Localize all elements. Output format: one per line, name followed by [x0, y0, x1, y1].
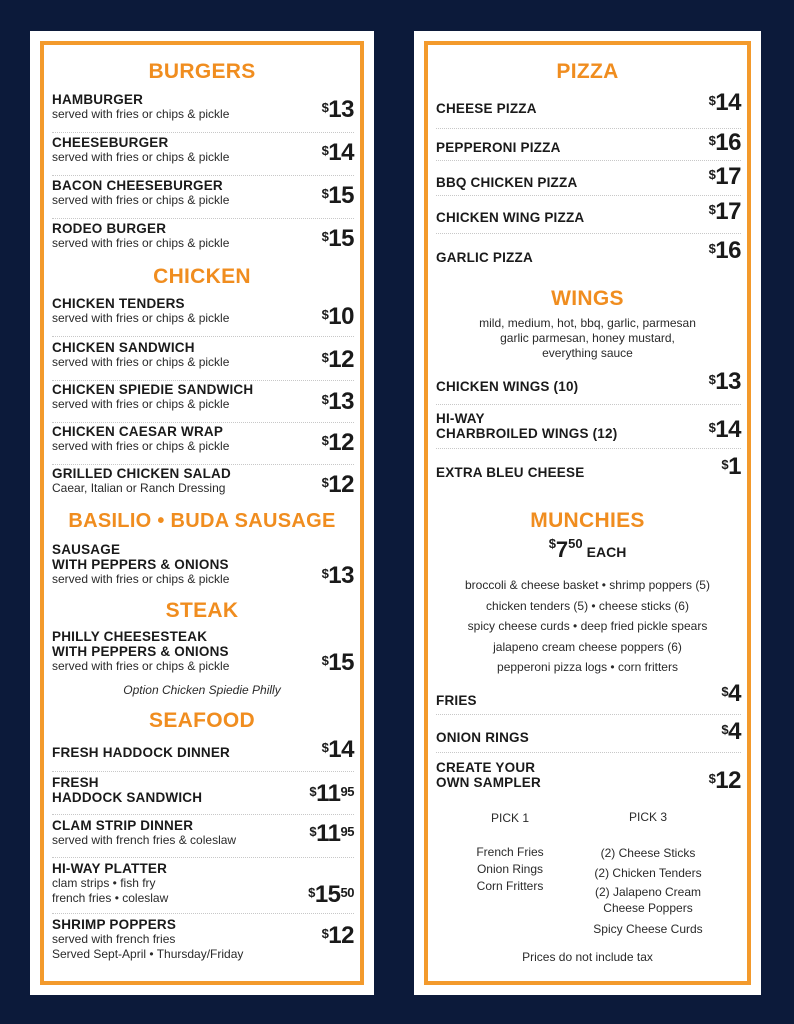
left-menu-panel: [30, 31, 374, 995]
menu-item-extra-bleu-cheese: EXTRA BLEU CHEESE $1: [436, 453, 741, 480]
section-title-burgers: BURGERS: [148, 60, 256, 83]
right-menu-panel: [414, 31, 761, 995]
price: $16: [708, 237, 741, 264]
tax-footer-note: Prices do not include tax: [522, 950, 653, 964]
menu-item-chicken-wing-pizza: CHICKEN WING PIZZA $17: [436, 200, 741, 234]
menu-item-bacon-cheeseburger: BACON CHEESEBURGER served with fries or chips & pickle $15: [52, 178, 354, 219]
menu-item-chicken-sandwich: CHICKEN SANDWICH served with fries or chips & pickle $12: [52, 340, 354, 381]
menu-item-clam-strip-dinner: CLAM STRIP DINNER served with french fries & coleslaw $^{\$}11^{95}$: [52, 818, 354, 858]
menu-item-rodeo-burger: RODEO BURGER served with fries or chips & pickle $15: [52, 221, 354, 252]
menu-item-pepperoni-pizza: PEPPERONI PIZZA $16: [436, 131, 741, 161]
price: $^{\$}15^{50}$: [308, 881, 354, 908]
price: $15: [321, 225, 354, 252]
price: $17: [708, 198, 741, 225]
price: $12: [708, 767, 741, 794]
menu-item-chicken-wings: CHICKEN WINGS (10) $13: [436, 367, 741, 405]
price: $4: [721, 680, 741, 707]
section-title-steak: STEAK: [165, 599, 239, 622]
menu-item-hi-way-charbroiled-wings: HI-WAY CHARBROILED WINGS (12) $14: [436, 411, 741, 449]
menu-item-create-your-own-sampler: CREATE YOUR OWN SAMPLER $12: [436, 760, 741, 794]
price: $12: [321, 346, 354, 373]
price: $13: [708, 368, 741, 395]
menu-item-philly-cheesesteak: PHILLY CHEESESTEAK WITH PEPPERS & ONIONS served with fries or chips & pickle $15: [52, 629, 354, 676]
section-title-wings: WINGS: [551, 287, 624, 310]
section-title-seafood: SEAFOOD: [149, 709, 255, 732]
menu-item-onion-rings: ONION RINGS $4: [436, 718, 741, 753]
price: $1: [721, 453, 741, 480]
price: $13: [321, 96, 354, 123]
section-title-chicken: CHICKEN: [153, 265, 251, 288]
pick-1-label: PICK 1: [490, 811, 529, 825]
price: $15: [321, 182, 354, 209]
price: $13: [321, 388, 354, 415]
menu-item-fries: FRIES $4: [436, 679, 741, 715]
menu-item-cheese-pizza: CHEESE PIZZA $14: [436, 91, 741, 129]
menu-item-cheeseburger: CHEESEBURGER served with fries or chips & pickle $14: [52, 135, 354, 176]
menu-item-hi-way-platter: HI-WAY PLATTER clam strips • fish fry french fries • coleslaw $^{\$}15^{50}$: [52, 861, 354, 914]
menu-item-hamburger: HAMBURGER served with fries or chips & pickle $13: [52, 92, 354, 133]
price: $^{\$}11^{95}$: [309, 820, 354, 847]
price: $14: [321, 139, 354, 166]
pick-3-label: PICK 3: [628, 810, 667, 824]
menu-item-chicken-caesar-wrap: CHICKEN CAESAR WRAP served with fries or chips & pickle $12: [52, 424, 354, 465]
pick-1-column: PICK 1 French Fries Onion Rings Corn Fritters: [460, 810, 560, 895]
menu-item-fresh-haddock-sandwich: FRESH HADDOCK SANDWICH $^{\$}11^{95}$: [52, 775, 354, 815]
section-title-pizza: PIZZA: [556, 60, 619, 83]
menu-item-grilled-chicken-salad: GRILLED CHICKEN SALAD Caear, Italian or Ranch Dressing $12: [52, 466, 354, 498]
menu-item-shrimp-poppers: SHRIMP POPPERS served with french fries Served Sept-April • Thursday/Friday $12: [52, 917, 354, 961]
menu-item-chicken-spiedie-sandwich: CHICKEN SPIEDIE SANDWICH served with fries or chips & pickle $13: [52, 382, 354, 423]
price: $14: [708, 416, 741, 443]
wings-sauce-list: mild, medium, hot, bbq, garlic, parmesan garlic parmesan, honey mustard, everything sauce: [479, 316, 696, 360]
menu-item-chicken-tenders: CHICKEN TENDERS served with fries or chips & pickle $10: [52, 296, 354, 337]
menu-item-sausage: SAUSAGE WITH PEPPERS & ONIONS served with fries or chips & pickle $13: [52, 542, 354, 589]
price: $17: [708, 163, 741, 190]
section-title-sausage: BASILIO • BUDA SAUSAGE: [68, 510, 336, 532]
price: $14: [708, 89, 741, 116]
menu-item-bbq-chicken-pizza: BBQ CHICKEN PIZZA $17: [436, 165, 741, 196]
munchies-each-price: $^{\$}7^{50}EACH$: [548, 536, 627, 562]
steak-option-note: Option Chicken Spiedie Philly: [123, 683, 281, 697]
menu-item-fresh-haddock-dinner: FRESH HADDOCK DINNER $14: [52, 738, 354, 772]
price: $15: [321, 649, 354, 676]
price: $4: [721, 718, 741, 745]
price: $13: [321, 562, 354, 589]
price: $10: [321, 303, 354, 330]
price: $^{\$}11^{95}$: [309, 780, 354, 807]
munchies-list: broccoli & cheese basket • shrimp poppers (5) chicken tenders (5) • cheese sticks (6) spicy cheese curds • deep fried pickle spears jalapeno cream cheese poppers (6) pepperoni pizza logs • corn fritters: [465, 578, 710, 674]
price: $16: [708, 129, 741, 156]
section-title-munchies: MUNCHIES: [530, 509, 645, 532]
menu-item-garlic-pizza: GARLIC PIZZA $16: [436, 237, 741, 265]
price: $12: [321, 429, 354, 456]
price: $12: [321, 471, 354, 498]
pick-3-column: PICK 3 (2) Cheese Sticks (2) Chicken Tenders (2) Jalapeno Cream Cheese Poppers Spicy Cheese Curds: [578, 808, 718, 938]
price: $14: [321, 736, 354, 763]
price: $12: [321, 922, 354, 949]
